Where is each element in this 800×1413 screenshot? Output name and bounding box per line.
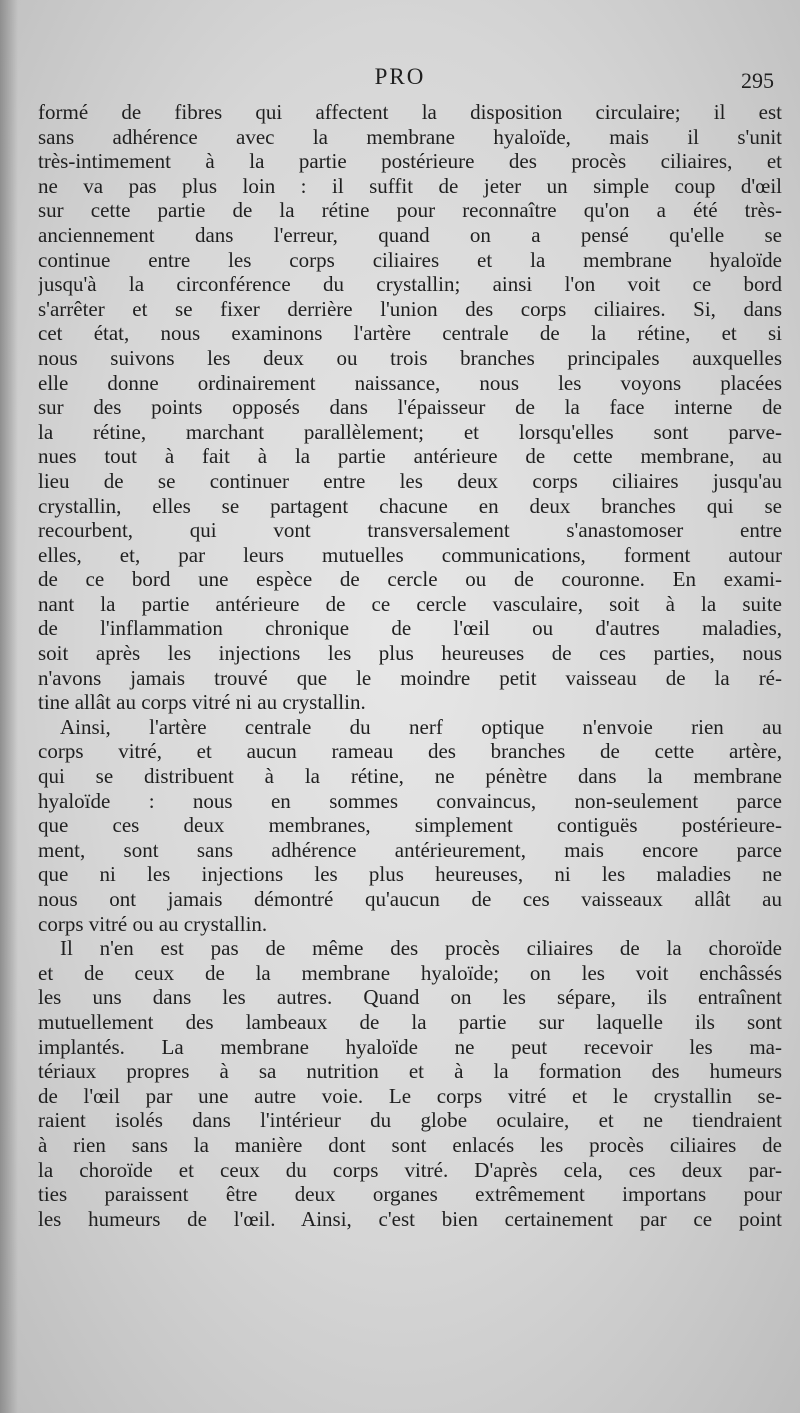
paragraph	[38, 715, 782, 936]
text-line: hyaloïde : nous en sommes convaincus, non-seulement parce	[38, 788, 782, 813]
text-line: tériaux propres à sa nutrition et à la formation des humeurs	[38, 1059, 782, 1084]
text-line: corps vitré ou au crystallin.	[38, 911, 268, 936]
text-line: implantés. La membrane hyaloïde ne peut recevoir les ma-	[38, 1034, 782, 1059]
text-line: sur des points opposés dans l'épaisseur de la face interne de	[38, 395, 782, 420]
text-line: que ces deux membranes, simplement contiguës postérieure-	[38, 813, 782, 838]
text-line: très-intimement à la partie postérieure des procès ciliaires, et	[38, 149, 782, 174]
running-title: PRO	[374, 64, 426, 89]
page-gutter-shadow	[0, 0, 18, 1413]
text-line: sur cette partie de la rétine pour reconnaître qu'on a été très-	[38, 198, 782, 223]
text-line: recourbent, qui vont transversalement s'anastomoser entre	[38, 518, 782, 543]
text-line: crystallin, elles se partagent chacune en deux branches qui se	[38, 493, 782, 518]
text-line: formé de fibres qui affectent la disposition circulaire; il est	[38, 100, 782, 124]
text-line: ment, sont sans adhérence antérieurement, mais encore parce	[38, 837, 782, 862]
text-line: les humeurs de l'œil. Ainsi, c'est bien certainement par ce point	[38, 1206, 782, 1231]
text-line: n'avons jamais trouvé que le moindre petit vaisseau de la ré-	[38, 665, 782, 690]
text-line: s'arrêter et se fixer derrière l'union des corps ciliaires. Si, dans	[38, 296, 782, 321]
text-line: à rien sans la manière dont sont enlacés les procès ciliaires de	[38, 1132, 782, 1157]
text-line: la choroïde et ceux du corps vitré. D'après cela, ces deux par-	[38, 1157, 782, 1182]
text-line: Ainsi, l'artère centrale du nerf optique n'envoie rien au	[60, 714, 782, 739]
text-line: de l'œil par une autre voie. Le corps vitré et le crystallin se-	[38, 1083, 782, 1108]
text-line: anciennement dans l'erreur, quand on a pensé qu'elle se	[38, 222, 782, 247]
text-line: ne va pas plus loin : il suffit de jeter un simple coup d'œil	[38, 173, 782, 198]
text-line: nues tout à fait à la partie antérieure de cette membrane, au	[38, 444, 782, 469]
text-line: elles, et, par leurs mutuelles communications, forment autour	[38, 542, 782, 567]
text-line: nous ont jamais démontré qu'aucun de ces vaisseaux allât au	[38, 887, 782, 911]
running-head	[0, 64, 800, 98]
text-line: raient isolés dans l'intérieur du globe oculaire, et ne tiendraient	[38, 1108, 782, 1133]
text-line: elle donne ordinairement naissance, nous les voyons placées	[38, 370, 782, 395]
body-text	[38, 100, 782, 1231]
text-line: qui se distribuent à la rétine, ne pénètre dans la membrane	[38, 764, 782, 789]
text-line: les uns dans les autres. Quand on les sépare, ils entraînent	[38, 985, 782, 1010]
text-line: jusqu'à la circonférence du crystallin; ainsi l'on voit ce bord	[38, 272, 782, 297]
text-line: lieu de se continuer entre les deux corps ciliaires jusqu'au	[38, 468, 782, 493]
text-line: la rétine, marchant parallèlement; et lorsqu'elles sont parve-	[38, 419, 782, 444]
text-line: et de ceux de la membrane hyaloïde; on les voit enchâssés	[38, 960, 782, 985]
text-line: soit après les injections les plus heureuses de ces parties, nous	[38, 641, 782, 666]
text-line: ties paraissent être deux organes extrêmement importans pour	[38, 1182, 782, 1207]
text-line: cet état, nous examinons l'artère centrale de la rétine, et si	[38, 321, 782, 346]
text-line: Il n'en est pas de même des procès ciliaires de la choroïde	[60, 936, 782, 961]
paragraph	[38, 936, 782, 1231]
text-line: sans adhérence avec la membrane hyaloïde, mais il s'unit	[38, 124, 782, 149]
text-line: que ni les injections les plus heureuses, ni les maladies ne	[38, 862, 782, 887]
text-line: nant la partie antérieure de ce cercle vasculaire, soit à la suite	[38, 591, 782, 616]
text-line: nous suivons les deux ou trois branches principales auxquelles	[38, 345, 782, 370]
text-line: tine allât au corps vitré ni au crystallin.	[38, 690, 366, 715]
text-line: continue entre les corps ciliaires et la membrane hyaloïde	[38, 247, 782, 272]
text-line: de ce bord une espèce de cercle ou de couronne. En exami-	[38, 567, 782, 592]
paragraph	[38, 100, 782, 715]
text-line: corps vitré, et aucun rameau des branches de cette artère,	[38, 739, 782, 764]
page-number: 295	[741, 68, 774, 93]
text-line: de l'inflammation chronique de l'œil ou d'autres maladies,	[38, 616, 782, 641]
text-line: mutuellement des lambeaux de la partie sur laquelle ils sont	[38, 1009, 782, 1034]
